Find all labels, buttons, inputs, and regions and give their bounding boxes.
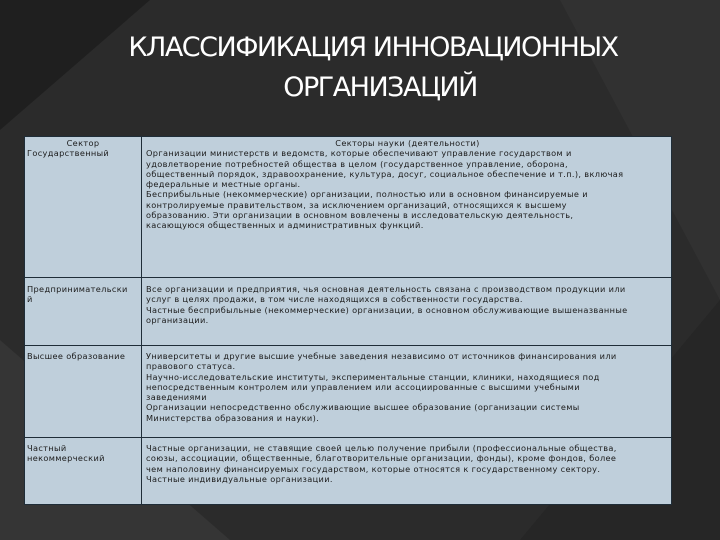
table-row-higher-education bbox=[25, 346, 671, 438]
description-line: Университеты и другие высшие учебные заведения независимо от источников финансирования или bbox=[146, 351, 617, 361]
description-line: услуг в целях продажи, в том числе находящихся в собственности государства. bbox=[146, 294, 523, 305]
sector-name-line: й bbox=[27, 294, 33, 305]
sector-name-line: некоммерческий bbox=[27, 453, 105, 464]
description-line: Организации непосредственно обслуживающие высшее образование (организации системы bbox=[146, 402, 580, 413]
sector-name-line: Предпринимательски bbox=[27, 284, 128, 294]
description-line: Министерства образования и науки). bbox=[146, 412, 320, 423]
description-cell bbox=[143, 278, 671, 345]
description-line: заведениями bbox=[146, 392, 207, 403]
classification-table bbox=[24, 136, 672, 505]
sector-cell bbox=[25, 346, 142, 437]
table-row-state bbox=[25, 137, 671, 278]
description-line: правового статуса. bbox=[146, 361, 236, 372]
page-title-line-1: КЛАССИФИКАЦИЯ ИННОВАЦИОННЫХ bbox=[128, 32, 618, 63]
description-line: контролируемые правительством, за исключением организаций, относящихся к высшему bbox=[146, 199, 567, 210]
description-line: касающуюся общественных и административных функций. bbox=[146, 220, 424, 231]
description-cell bbox=[143, 137, 671, 277]
sector-name: Высшее образование bbox=[27, 351, 126, 361]
page-title-line-2: ОРГАНИЗАЦИЙ bbox=[283, 72, 477, 103]
description-line: удовлетворение потребностей общества в целом (государственное управление, оборона, bbox=[146, 158, 568, 169]
description-line: чем наполовину финансируемых государством, которые относятся к государственному сектору. bbox=[146, 463, 601, 474]
table-row-private-nonprofit bbox=[25, 438, 671, 504]
sector-cell bbox=[25, 438, 142, 504]
description-line: организации. bbox=[146, 314, 209, 325]
column-header-sectors: Секторы науки (деятельности) bbox=[335, 138, 480, 148]
table-row-business bbox=[25, 278, 671, 346]
description-line: непосредственным контролем или управлением или ассоциированные с высшими учебными bbox=[146, 381, 580, 392]
description-line: Все организации и предприятия, чья основная деятельность связана с производством продукции или bbox=[146, 284, 626, 294]
sector-name-line: Частный bbox=[27, 443, 67, 453]
description-line: федеральные и местные органы. bbox=[146, 179, 301, 190]
description-line: Научно-исследовательские институты, экспериментальные станции, клиники, находящиеся под bbox=[146, 371, 600, 382]
description-line: Частные организации, не ставящие своей целью получение прибыли (профессиональные общества, bbox=[146, 443, 617, 453]
sector-name: Государственный bbox=[27, 148, 110, 159]
description-line: Бесприбыльные (некоммерческие) организации, полностью или в основном финансируемые и bbox=[146, 189, 588, 200]
description-cell bbox=[143, 438, 671, 504]
description-cell bbox=[143, 346, 671, 437]
description-line: образованию. Эти организации в основном вовлечены в исследовательскую деятельность, bbox=[146, 210, 574, 221]
page-title bbox=[0, 28, 720, 108]
description-line: союзы, ассоциации, общественные, благотворительные организации, фонды), кроме фондов, более bbox=[146, 453, 617, 464]
sector-cell bbox=[25, 278, 142, 345]
sector-cell bbox=[25, 137, 142, 277]
column-header-sector: Сектор bbox=[66, 138, 100, 148]
description-line: Частные бесприбыльные (некоммерческие) организации, в основном обслуживающие вышеназванные bbox=[146, 304, 628, 315]
description-line: Частные индивидуальные организации. bbox=[146, 473, 333, 484]
description-line: общественный порядок, здравоохранение, культура, досуг, социальное обеспечение и т.п.), включая bbox=[146, 168, 624, 179]
description-line: Организации министерств и ведомств, которые обеспечивают управление государством и bbox=[146, 148, 572, 159]
